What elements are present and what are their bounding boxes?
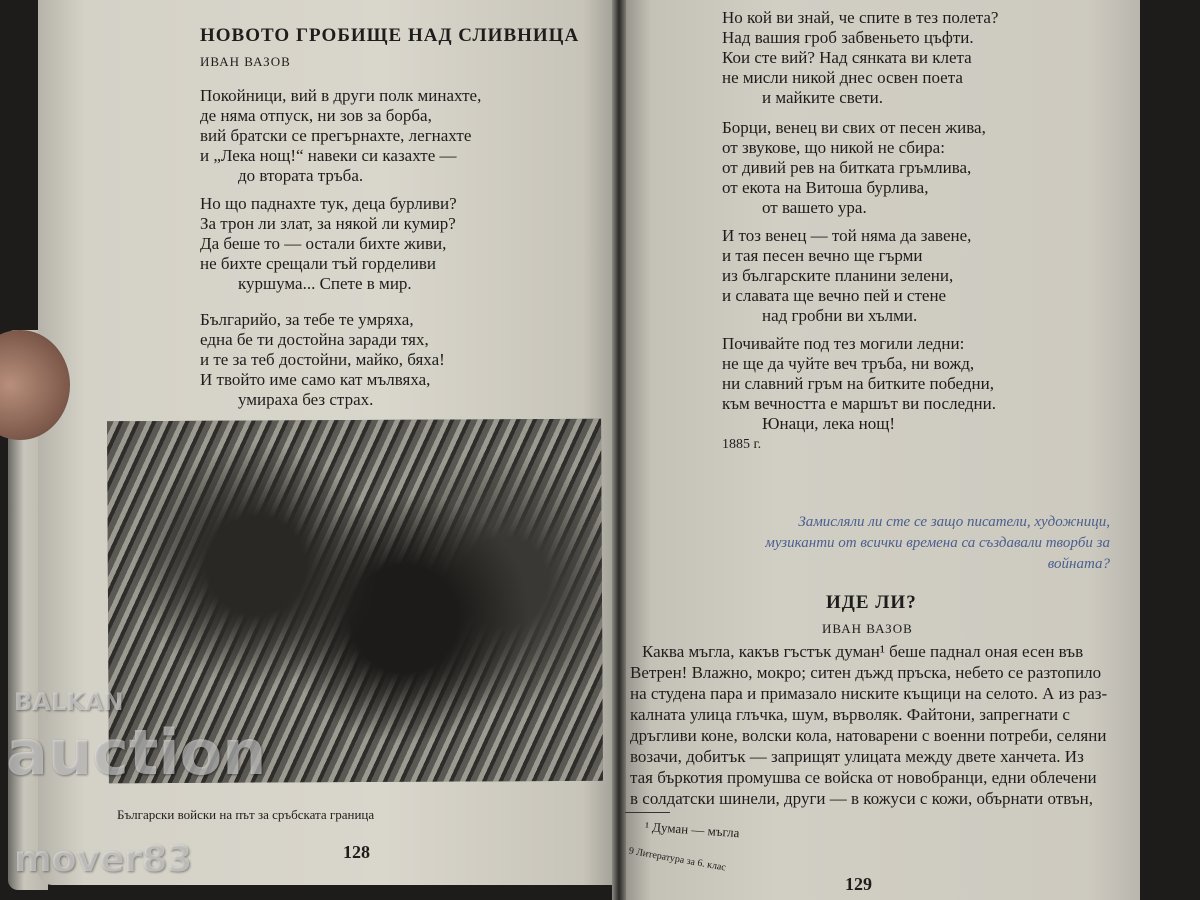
footnote: ¹ Думан — мъгла: [644, 818, 741, 841]
poem-line: и тая песен вечно ще гърми: [722, 246, 923, 265]
poem-line: Но кой ви знай, че спите в тез полета?: [722, 8, 999, 27]
poem-title: НОВОТО ГРОБИЩЕ НАД СЛИВНИЦА: [200, 25, 580, 46]
poem-date: 1885 г.: [722, 437, 762, 452]
poem-line: Покойници, вий в други полк минахте,: [200, 86, 482, 105]
poem-line: не бихте срещали тъй горделиви: [200, 254, 436, 273]
poem-line: За трон ли злат, за някой ли кумир?: [200, 214, 456, 233]
poem-line: не ще да чуйте веч тръба, ни вожд,: [722, 354, 975, 373]
watermark-balkan: BALKAN: [14, 688, 124, 716]
poem-line: Борци, венец ви свих от песен жива,: [722, 118, 986, 137]
poem-line: де няма отпуск, ни зов за борба,: [200, 106, 432, 125]
book-gutter: [612, 0, 626, 900]
poem-line: Над вашия гроб забвеньето цъфти.: [722, 28, 974, 47]
poem-line: куршума... Спете в мир.: [238, 274, 412, 293]
poem-line: ни славний гръм на битките победни,: [722, 374, 994, 393]
poem-line: умираха без страх.: [238, 390, 374, 409]
poem-line: и „Лека нощ!“ навеки си казахте —: [200, 146, 457, 165]
prose-line: в солдатски шинели, други — в кожуси с кожи, обърнати отвън,: [630, 789, 1093, 808]
poem-line: до втората тръба.: [238, 166, 364, 185]
poem-line: една бе ти достойна заради тях,: [200, 330, 429, 349]
poem-line: И твойто име само кат мълвяха,: [200, 370, 431, 389]
poem-line: и славата ще вечно пей и стене: [722, 286, 947, 305]
poem-line: и те за теб достойни, майко, бяха!: [200, 350, 445, 369]
story-title: ИДЕ ЛИ?: [826, 592, 917, 613]
watermark-user: mover83: [14, 839, 192, 880]
prose-line: на студена пара и примазало ниските къщици на селото. А из раз-: [630, 684, 1108, 703]
poem-line: към вечността е маршът ви последни.: [722, 394, 996, 413]
poem-line: от звукове, що никой не сбира:: [722, 138, 945, 157]
poem-author: ИВАН ВАЗОВ: [200, 54, 291, 69]
poem-line: И тоз венец — той няма да завене,: [722, 226, 972, 245]
poem-line: из българските планини зелени,: [722, 266, 954, 285]
poem-line: от вашето ура.: [762, 198, 867, 217]
photo-caption: Български войски на път за сръбската граница: [117, 807, 375, 822]
poem-line: над гробни ви хълми.: [762, 306, 918, 325]
page-number-left: 128: [343, 842, 370, 862]
prose-line: Каква мъгла, какъв гъстък думан¹ беше паднал оная есен във: [642, 642, 1084, 661]
footer-note: 9 Литература за 6. клас: [627, 845, 727, 874]
prose-line: тая бъркотия промушва се войска от новобранци, едни облечени: [630, 768, 1097, 787]
story-author: ИВАН ВАЗОВ: [822, 621, 913, 636]
poem-line: и майките свети.: [762, 88, 884, 107]
poem-line: вий братски се прегърнахте, легнахте: [200, 126, 472, 145]
poem-line: от екота на Витоша бурлива,: [722, 178, 929, 197]
prose-line: Ветрен! Влажно, мокро; ситен дъжд пръска, небето се разтопило: [630, 663, 1102, 682]
poem-line: Българийо, за тебе те умряха,: [200, 310, 414, 329]
watermark-auction: auction: [6, 716, 267, 789]
poem-line: Почивайте под тез могили ледни:: [722, 334, 965, 353]
poem-line: от дивий рев на битката гръмлива,: [722, 158, 972, 177]
page-number-right: 129: [845, 874, 872, 894]
poem-line: Да беше то — остали бихте живи,: [200, 234, 447, 253]
footnote-divider: [625, 812, 670, 813]
reflection-question: Замисляли ли сте се защо писатели, художници, музиканти от всички времена са създавали творби за войната?: [765, 514, 1110, 572]
poem-line: Кои сте вий? Над сянката ви клета: [722, 48, 972, 67]
prose-line: калната улица глъчка, шум, върволяк. Файтони, запрегнати с: [630, 705, 1070, 724]
poem-line: Но що паднахте тук, деца бурливи?: [200, 194, 457, 213]
prose-line: дръгливи коне, волски кола, натоварени с военни потреби, селяни: [630, 726, 1107, 745]
poem-line: Юнаци, лека нощ!: [762, 414, 895, 433]
prose-line: возачи, добитък — заприщят улицата между двете ханчета. Из: [630, 747, 1084, 766]
poem-line: не мисли никой днес освен поета: [722, 68, 963, 87]
